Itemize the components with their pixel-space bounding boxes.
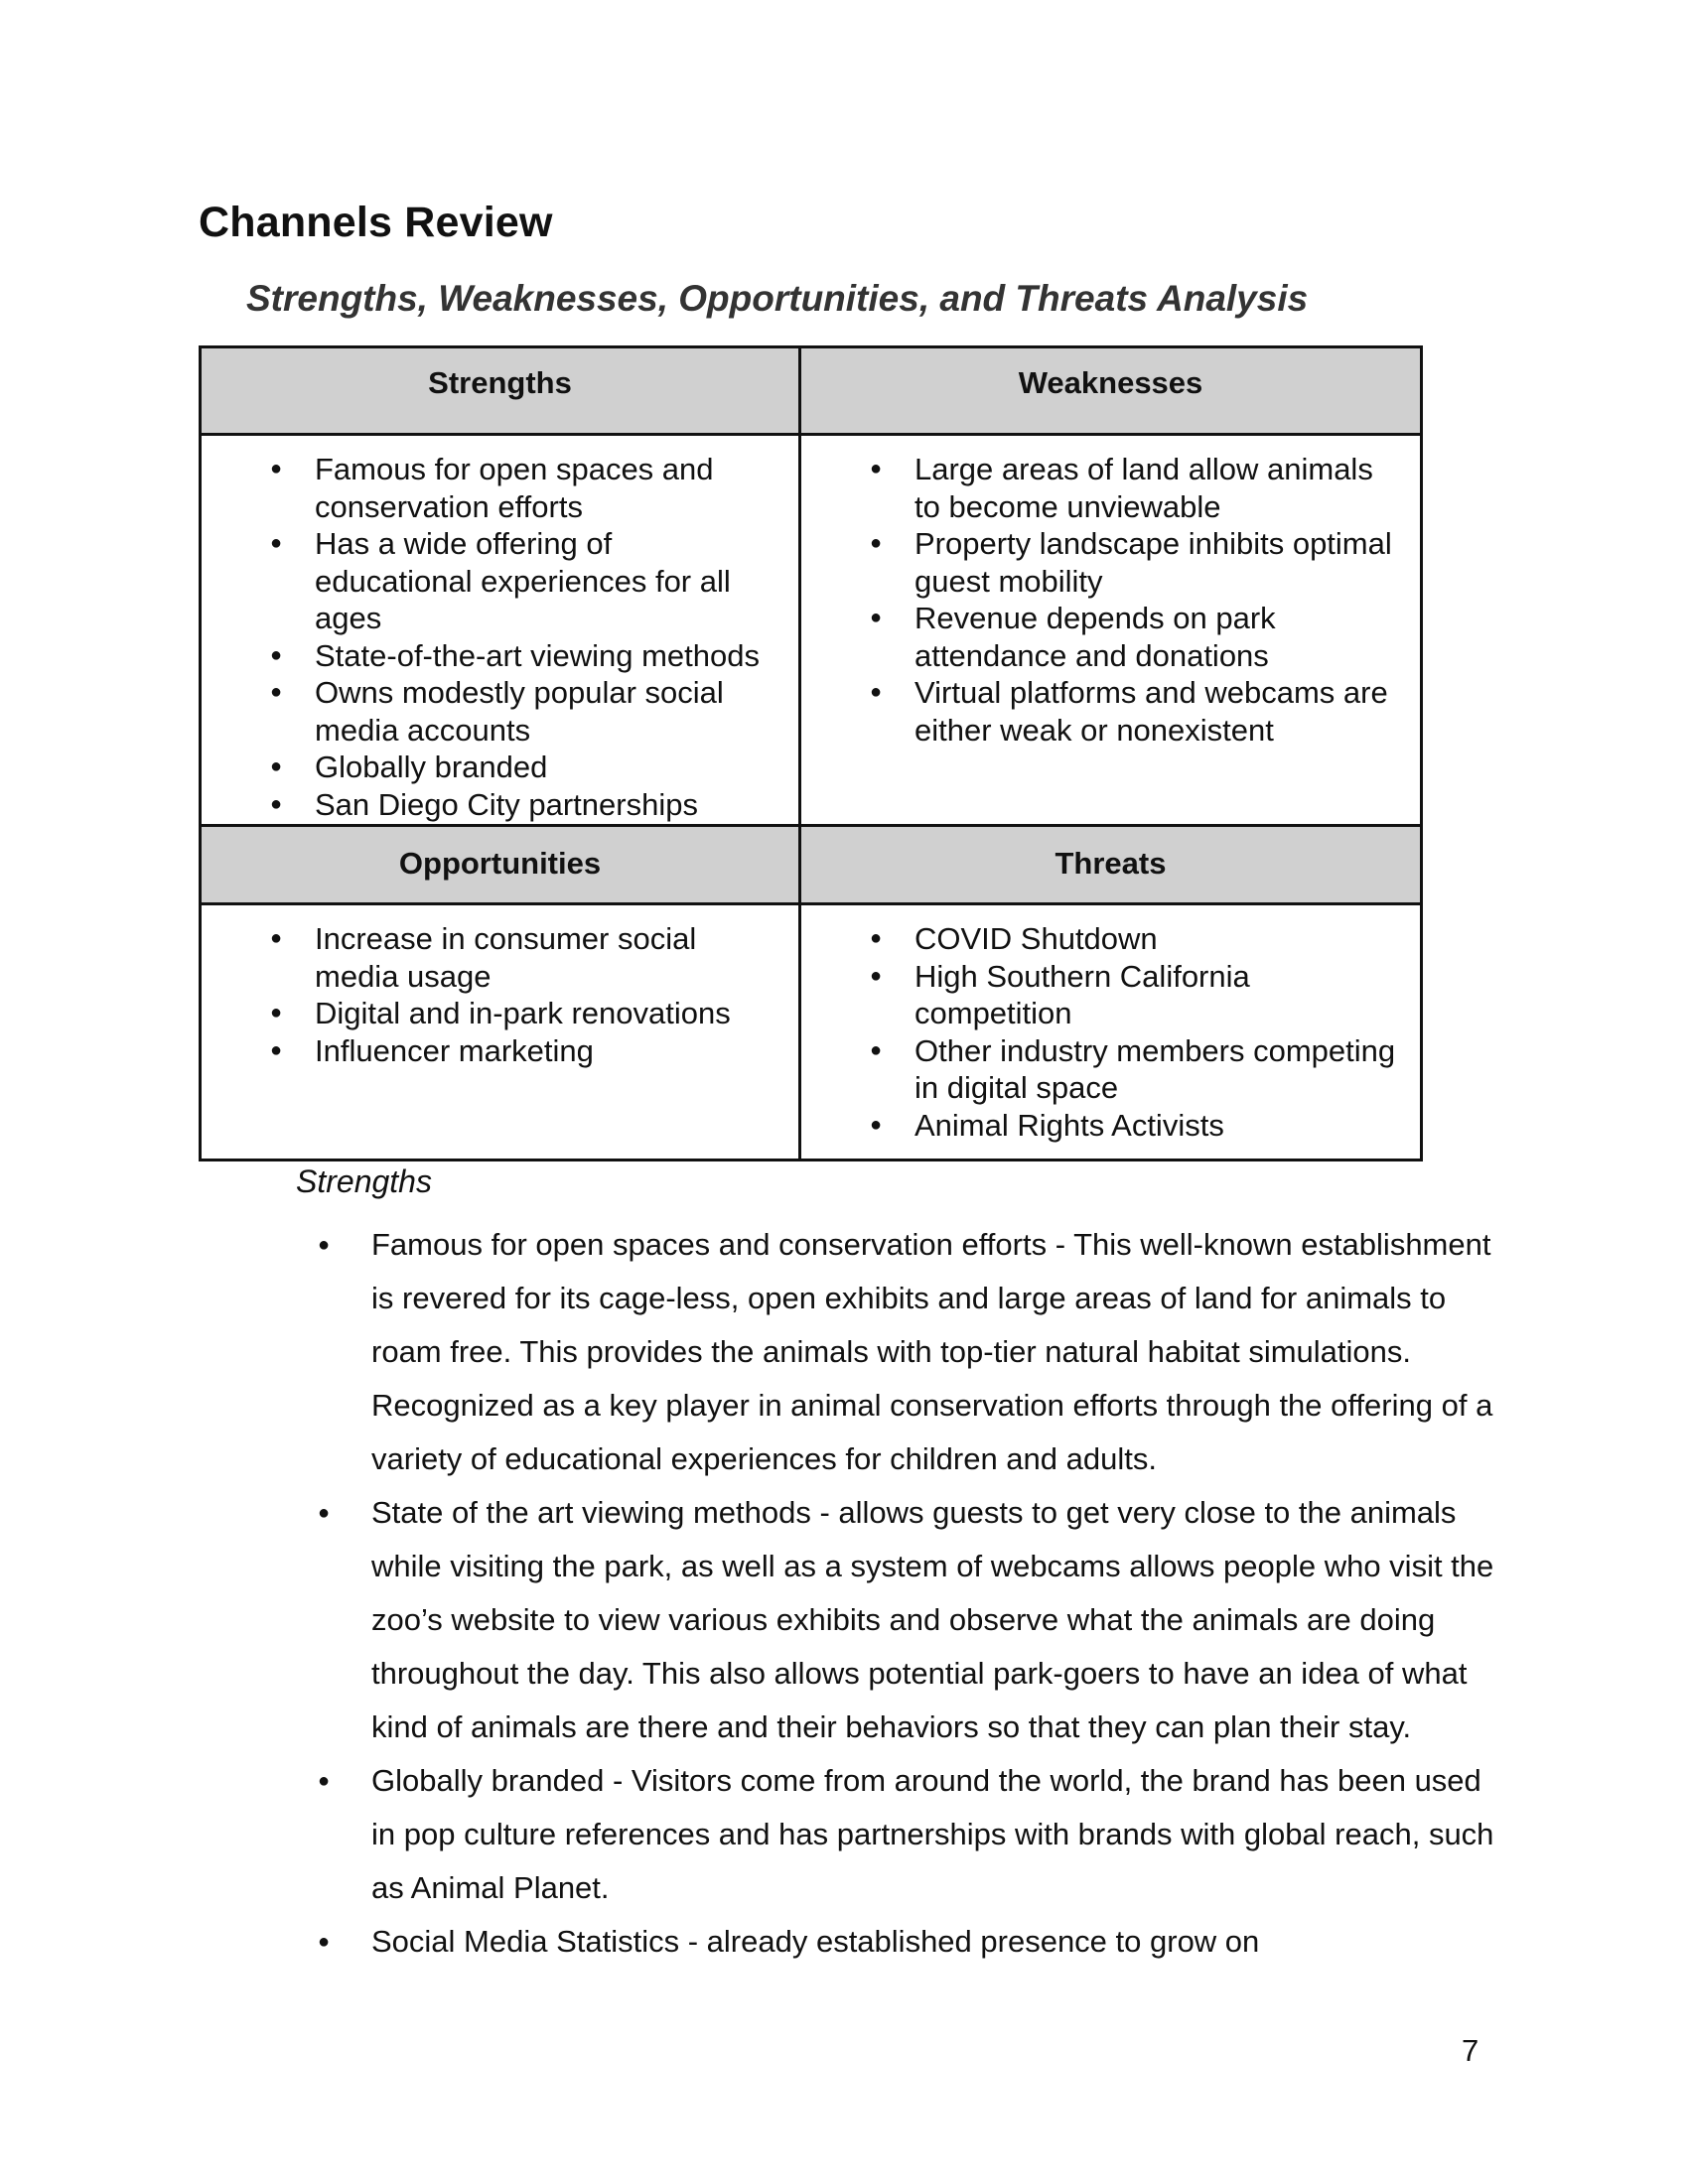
weaknesses-cell bbox=[800, 435, 1422, 826]
list-item: ● High Southern California competition bbox=[870, 958, 1399, 1032]
strengths-detail-list bbox=[318, 1218, 1499, 1969]
list-item: ● Famous for open spaces and conservation efforts bbox=[270, 451, 777, 525]
list-item: ● Digital and in-park renovations bbox=[270, 995, 777, 1032]
list-item: ● Social Media Statistics - already established presence to grow on bbox=[318, 1915, 1499, 1969]
strengths-cell bbox=[201, 435, 800, 826]
threats-cell bbox=[800, 904, 1422, 1160]
opportunities-list bbox=[203, 906, 797, 1069]
list-item: ● COVID Shutdown bbox=[870, 920, 1399, 958]
strengths-list bbox=[203, 437, 797, 823]
list-item: ● Virtual platforms and webcams are either weak or nonexistent bbox=[870, 674, 1399, 749]
list-item: ● Has a wide offering of educational experiences for all ages bbox=[270, 525, 777, 637]
list-item: ● Influencer marketing bbox=[270, 1032, 777, 1070]
opportunities-header: Opportunities bbox=[201, 826, 800, 904]
list-item: ● Globally branded bbox=[270, 749, 777, 786]
list-item: ● Other industry members competing in digital space bbox=[870, 1032, 1399, 1107]
list-item: ● Increase in consumer social media usage bbox=[270, 920, 777, 995]
page-number: 7 bbox=[1462, 2033, 1479, 2068]
list-item: ● State of the art viewing methods - allows guests to get very close to the animals while visiting the park, as well as a system of webcams allows people who visit the zoo’s website to view various exhibits and observe what the animals are doing throughout the day. This also allows potential park-goers to have an idea of what kind of animals are there and their behaviors so that they can plan their stay. bbox=[318, 1486, 1499, 1754]
list-item: ● San Diego City partnerships bbox=[270, 786, 777, 824]
threats-header: Threats bbox=[800, 826, 1422, 904]
strengths-section-label: Strengths bbox=[296, 1163, 432, 1199]
page-title: Channels Review bbox=[199, 199, 553, 246]
list-item: ● Large areas of land allow animals to become unviewable bbox=[870, 451, 1399, 525]
threats-list bbox=[802, 906, 1419, 1144]
swot-table bbox=[199, 345, 1423, 1161]
list-item: ● Owns modestly popular social media accounts bbox=[270, 674, 777, 749]
list-item: ● Revenue depends on park attendance and donations bbox=[870, 600, 1399, 674]
weaknesses-list bbox=[802, 437, 1419, 749]
list-item: ● Globally branded - Visitors come from around the world, the brand has been used in pop culture references and has partnerships with brands with global reach, such as Animal Planet. bbox=[318, 1754, 1499, 1915]
strengths-header: Strengths bbox=[201, 347, 800, 435]
list-item: ● State-of-the-art viewing methods bbox=[270, 637, 777, 675]
list-item: ● Property landscape inhibits optimal guest mobility bbox=[870, 525, 1399, 600]
list-item: ● Animal Rights Activists bbox=[870, 1107, 1399, 1145]
weaknesses-header: Weaknesses bbox=[800, 347, 1422, 435]
list-item: ● Famous for open spaces and conservation efforts - This well-known establishment is revered for its cage-less, open exhibits and large areas of land for animals to roam free. This provides the animals with top-tier natural habitat simulations. Recognized as a key player in animal conservation efforts through the offering of a variety of educational experiences for children and adults. bbox=[318, 1218, 1499, 1486]
opportunities-cell bbox=[201, 904, 800, 1160]
swot-subtitle: Strengths, Weaknesses, Opportunities, and Threats Analysis bbox=[246, 278, 1309, 319]
